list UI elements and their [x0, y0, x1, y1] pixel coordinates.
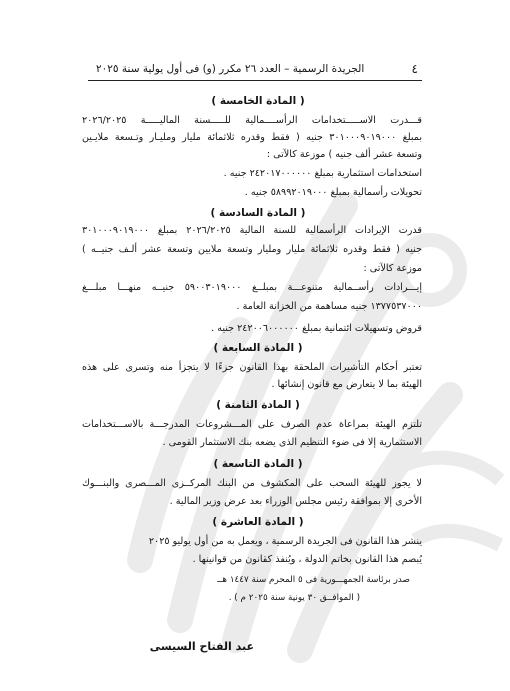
- article-7-line: تعتبر أحكام التأشيرات الملحقة بهذا القانون جزءًا لا يتجزأ منه وتسرى على هذه: [82, 362, 422, 373]
- article-6-line: ١٣٧٧٥٣٧٠٠٠ جنيه مساهمة من الخزانة العامة .: [236, 301, 422, 312]
- article-5-line: استخدامات استثمارية بمبلغ ٢٤٢٠١٧٠٠٠٠٠٠ جنيه .: [223, 168, 422, 179]
- gazette-title: الجريدة الرسمية – العدد ٢٦ مكرر (و) فى أول يولية سنة ٢٠٢٥: [96, 63, 365, 75]
- article-5-line: وتسعة عشر ألف جنيه ) موزعة كالآتى :: [266, 149, 422, 160]
- article-7-heading: ( المادة السابعة ): [213, 342, 303, 354]
- article-8-line: تلتزم الهيئة بمراعاة عدم الصرف على المـــشروعات المدرجـــة بالاســـتخدامات: [82, 419, 422, 430]
- page-header: [88, 60, 422, 78]
- article-5-line: تحويلات رأسمالية بمبلغ ٥٨٩٩٢٠١٩٠٠٠ جنيه .: [244, 187, 422, 198]
- header-divider: [88, 80, 422, 81]
- article-10-heading: ( المادة العاشرة ): [212, 516, 304, 528]
- article-7-line: الهيئة بما لا يتعارض مع قانون إنشائها .: [271, 379, 422, 390]
- article-8-heading: ( المادة الثامنة ): [216, 399, 300, 411]
- article-5-line: قـــدرت الاســـــتخدامات الرأســــمالية للـــــسنة الماليـــــة ٢٠٢٦/٢٠٢٥: [82, 115, 422, 126]
- article-9-heading: ( المادة التاسعة ): [213, 458, 303, 470]
- article-9-line: الأخرى إلا بموافقة رئيس مجلس الوزراء بعد عرض وزير المالية .: [169, 496, 422, 507]
- article-6-line: جنيه ( فقط وقدره ثلاثمائة مليار ومليار وتسعة ملايين وتسعة عشر ألـف جنيــه ): [82, 244, 422, 255]
- article-10-line: ينشر هذا القانون فى الجريدة الرسمية ، ويعمل به من أول يوليو ٢٠٢٥: [148, 536, 422, 547]
- article-6-line: قروض وتسهيلات ائتمانية بمبلغ ٢٤٢٠٠٦٠٠٠٠٠٠ جنيه .: [211, 323, 422, 334]
- article-6-line: قدرت الإيرادات الرأسمالية للسنة المالية ٢٠٢٦/٢٠٢٥ بمبلغ ٣٠١٠٠٠٩٠١٩٠٠٠: [82, 225, 422, 236]
- page-number: ٤: [411, 62, 418, 76]
- article-10-line: ( الموافــق ٣٠ يونية سنة ٢٠٢٥ م ) .: [228, 593, 360, 603]
- article-6-heading: ( المادة السادسة ): [210, 207, 306, 219]
- article-10-line: يُبصم هذا القانون بخاتم الدولة ، ويُنفذ كقانون من قوانينها .: [192, 554, 422, 565]
- article-5-heading: ( المادة الخامسة ): [211, 95, 305, 107]
- article-5-line: بمبلغ ٣٠١٠٠٠٩٠١٩٠٠٠ جنيه ( فقط وقدره ثلاثمائة مليار ومليـار وتـسعة ملايـين: [82, 132, 422, 143]
- president-signature: عبد الفتاح السيسى: [149, 640, 254, 653]
- article-6-line: إيـــرادات رأســمالية متنوعـــة بمبلــغ ٥٩٠٠٣٠١٩٠٠٠ جنيــه منهـــا مبلـــغ: [82, 282, 422, 293]
- article-10-line: صدر برئاسة الجمهـــورية فى ٥ المحرم سنة ١٤٤٧ هــ: [217, 575, 410, 585]
- article-9-line: لا يجوز للهيئة السحب على المكشوف من البنك المركــزى المـــصرى والبنـــوك: [82, 478, 422, 489]
- article-8-line: الاستثمارية إلا فى ضوء التنظيم الذى يضعه بنك الاستثمار القومى .: [162, 437, 422, 448]
- article-6-line: موزعة كالآتى :: [363, 263, 422, 274]
